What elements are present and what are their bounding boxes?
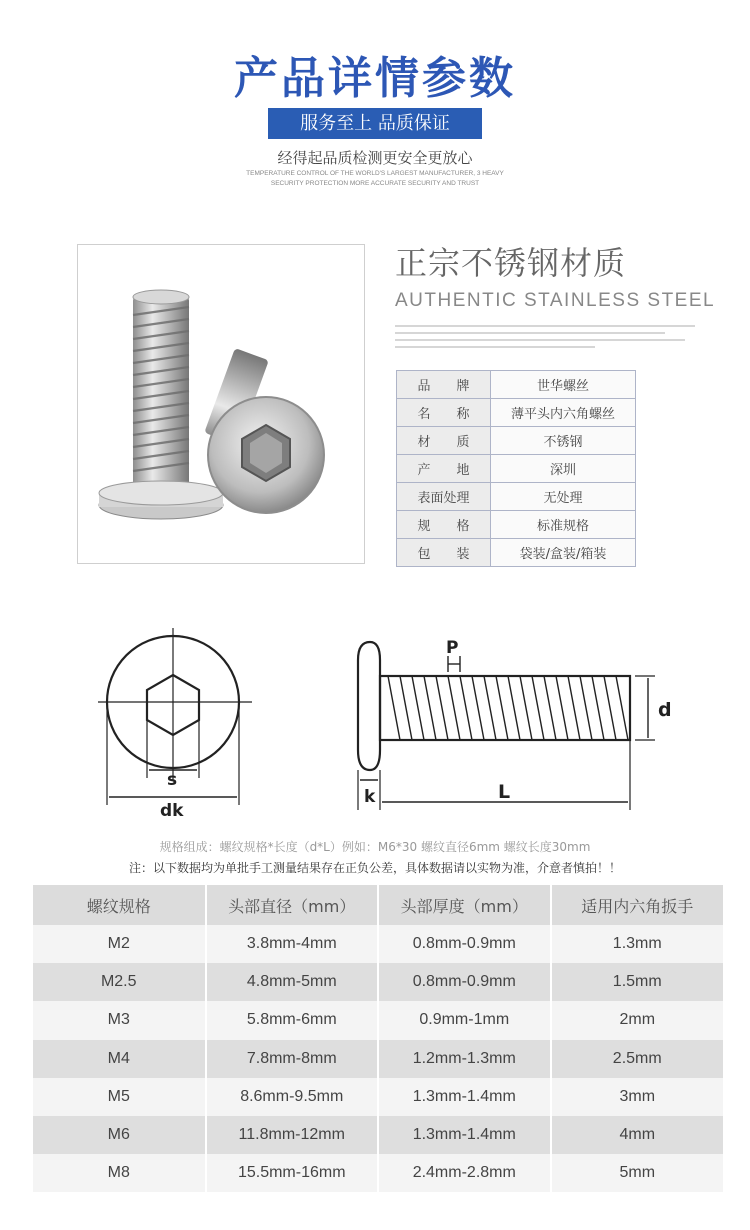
cell: 4.8mm-5mm: [206, 963, 379, 1001]
table-row: [33, 1078, 723, 1116]
label-dk: dk: [160, 801, 184, 821]
cell: 1.3mm-1.4mm: [378, 1078, 551, 1116]
cell: M8: [33, 1154, 206, 1192]
table-row: [33, 1040, 723, 1078]
spec-value: 标准规格: [491, 511, 636, 539]
dimension-table: [33, 885, 723, 1192]
tagline-en-1: TEMPERATURE CONTROL OF THE WORLD'S LARGEST MANUFACTURER, 3 HEAVY: [246, 170, 504, 177]
spec-key: 产 地: [397, 455, 491, 483]
cell: 0.8mm-0.9mm: [378, 925, 551, 963]
table-header-row: [33, 885, 723, 925]
spec-value: 薄平头内六角螺丝: [491, 399, 636, 427]
label-p: P: [446, 638, 459, 658]
spec-row: [397, 511, 636, 539]
cell: M2.5: [33, 963, 206, 1001]
spec-value: 不锈钢: [491, 427, 636, 455]
tagline-cn: 经得起品质检测更安全更放心: [277, 149, 473, 167]
label-s: s: [167, 770, 178, 790]
spec-row: [397, 539, 636, 567]
cell: 1.3mm-1.4mm: [378, 1116, 551, 1154]
spec-key: 表面处理: [397, 483, 491, 511]
spec-composition-note: 规格组成：螺纹规格*长度（d*L）例如：M6*30 螺纹直径6mm 螺纹长度30mm: [159, 840, 591, 854]
table-row: [33, 1116, 723, 1154]
spec-table: [396, 370, 636, 567]
table-row: [33, 963, 723, 1001]
spec-key: 品 牌: [397, 371, 491, 399]
col-head-thickness: 头部厚度（mm）: [378, 885, 551, 925]
spec-key: 包 装: [397, 539, 491, 567]
cell: 0.9mm-1mm: [378, 1001, 551, 1039]
fine-print-line: [395, 346, 595, 348]
tagline-en-2: SECURITY PROTECTION MORE ACCURATE SECURITY AND TRUST: [270, 180, 480, 187]
cell: 5.8mm-6mm: [206, 1001, 379, 1039]
spec-row: [397, 371, 636, 399]
label-l: L: [498, 781, 511, 803]
spec-value: 袋装/盒装/箱装: [491, 539, 636, 567]
cell: M2: [33, 925, 206, 963]
table-row: [33, 925, 723, 963]
cell: 3mm: [551, 1078, 724, 1116]
spec-key: 规 格: [397, 511, 491, 539]
screw-illustration: [78, 245, 364, 563]
disclaimer-note: 注：以下数据均为单批手工测量结果存在正负公差，具体数据请以实物为准，介意者慎拍！！: [128, 861, 621, 875]
col-thread-spec: 螺纹规格: [33, 885, 206, 925]
spec-key: 材 质: [397, 427, 491, 455]
page-title: 产品详情参数: [234, 53, 516, 104]
spec-row: [397, 399, 636, 427]
cell: 8.6mm-9.5mm: [206, 1078, 379, 1116]
dimension-diagram: [90, 620, 690, 825]
spec-value: 深圳: [491, 455, 636, 483]
slogan-banner: 服务至上 品质保证: [268, 108, 482, 139]
cell: 2.4mm-2.8mm: [378, 1154, 551, 1192]
table-row: [33, 1154, 723, 1192]
spec-key: 名 称: [397, 399, 491, 427]
fine-print-line: [395, 339, 685, 341]
material-title-en: AUTHENTIC STAINLESS STEEL: [395, 290, 716, 311]
cell: 7.8mm-8mm: [206, 1040, 379, 1078]
cell: 1.3mm: [551, 925, 724, 963]
col-hex-key: 适用内六角扳手: [551, 885, 724, 925]
cell: 11.8mm-12mm: [206, 1116, 379, 1154]
cell: 1.2mm-1.3mm: [378, 1040, 551, 1078]
label-k: k: [364, 787, 376, 807]
cell: M5: [33, 1078, 206, 1116]
col-head-diameter: 头部直径（mm）: [206, 885, 379, 925]
spec-value: 无处理: [491, 483, 636, 511]
spec-row: [397, 483, 636, 511]
cell: M3: [33, 1001, 206, 1039]
cell: 15.5mm-16mm: [206, 1154, 379, 1192]
product-photo: [77, 244, 365, 564]
cell: 3.8mm-4mm: [206, 925, 379, 963]
spec-row: [397, 427, 636, 455]
cell: 1.5mm: [551, 963, 724, 1001]
cell: M4: [33, 1040, 206, 1078]
cell: 0.8mm-0.9mm: [378, 963, 551, 1001]
cell: M6: [33, 1116, 206, 1154]
material-title-cn: 正宗不锈钢材质: [395, 244, 627, 282]
cell: 2.5mm: [551, 1040, 724, 1078]
cell: 2mm: [551, 1001, 724, 1039]
fine-print-line: [395, 332, 665, 334]
fine-print-line: [395, 325, 695, 327]
table-row: [33, 1001, 723, 1039]
label-d: d: [658, 699, 672, 721]
spec-value: 世华螺丝: [491, 371, 636, 399]
cell: 4mm: [551, 1116, 724, 1154]
spec-row: [397, 455, 636, 483]
cell: 5mm: [551, 1154, 724, 1192]
